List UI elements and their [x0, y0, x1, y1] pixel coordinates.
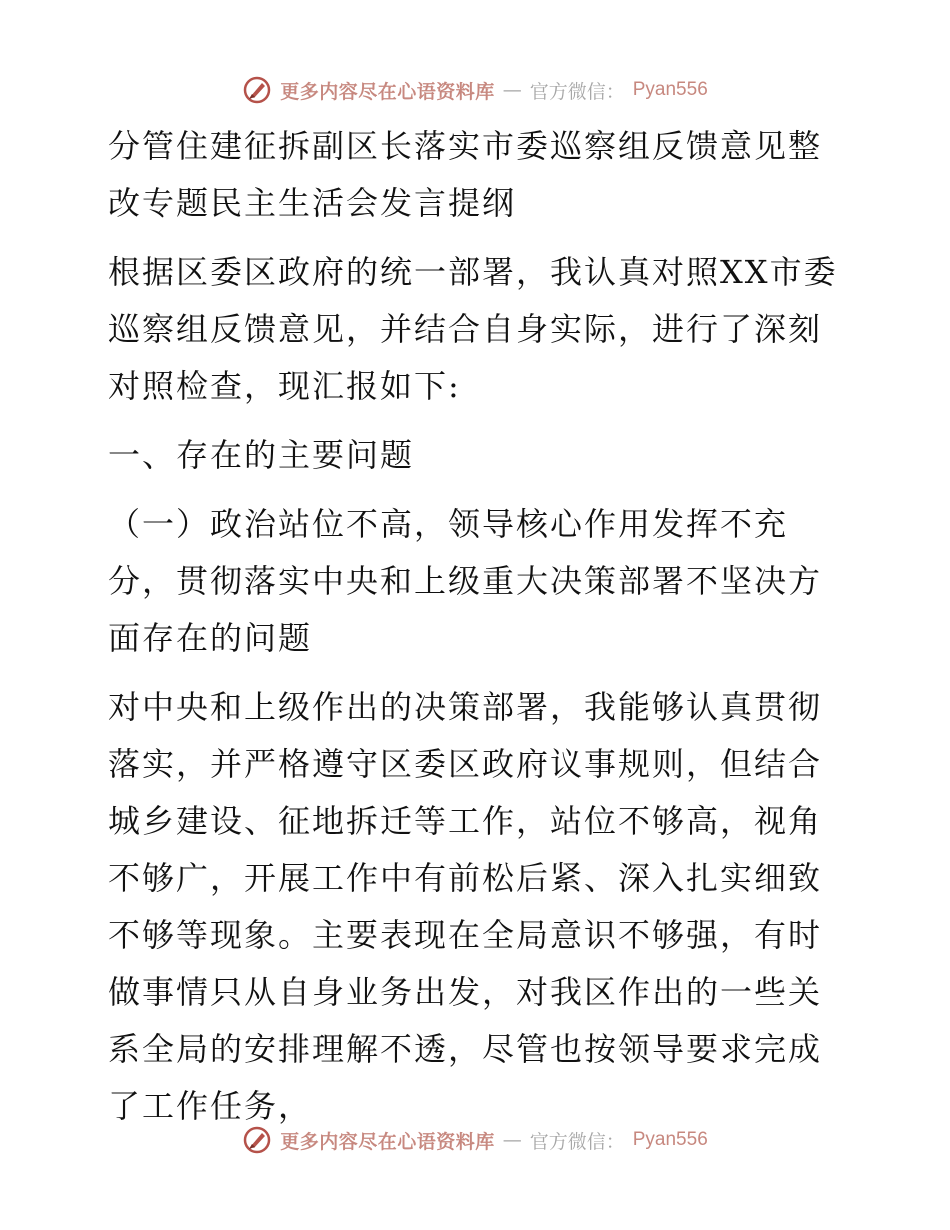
watermark-slogan: 更多内容尽在心语资料库	[280, 1130, 495, 1153]
watermark-account: Pyan556	[632, 1129, 708, 1150]
watermark-separator: —	[502, 79, 522, 101]
section-heading: 一、存在的主要问题	[108, 436, 415, 474]
document-title: 分管住建征拆副区长落实市委巡察组反馈意见整改专题民主生活会发言提纲	[108, 127, 823, 222]
subsection-heading: （一）政治站位不高，领导核心作用发挥不充分，贯彻落实中央和上级重大决策部署不坚决方面存在的问题	[108, 505, 823, 657]
intro-paragraph: 根据区委区政府的统一部署，我认真对照XX市委巡察组反馈意见，并结合自身实际，进行了深刻对照检查，现汇报如下:	[108, 253, 838, 405]
watermark-separator: —	[502, 1129, 522, 1151]
pen-nib-logo-icon	[242, 75, 272, 105]
pen-nib-logo-icon	[242, 1125, 272, 1155]
header-watermark	[0, 72, 950, 108]
footer-watermark	[0, 1122, 950, 1158]
watermark-label: 官方微信：	[529, 80, 625, 103]
watermark-account: Pyan556	[632, 79, 708, 100]
watermark-label: 官方微信：	[529, 1130, 625, 1153]
body-paragraph: 对中央和上级作出的决策部署，我能够认真贯彻落实，并严格遵守区委区政府议事规则，但结合城乡建设、征地拆迁等工作，站位不够高，视角不够广，开展工作中有前松后紧、深入扎实细致不够等现象。主要表现在全局意识不够强，有时做事情只从自身业务出发，对我区作出的一些关系全局的安排理解不透，尽管也按领导要求完成了工作任务，	[108, 688, 823, 1125]
watermark-slogan: 更多内容尽在心语资料库	[280, 80, 495, 103]
document-body	[98, 118, 850, 1135]
